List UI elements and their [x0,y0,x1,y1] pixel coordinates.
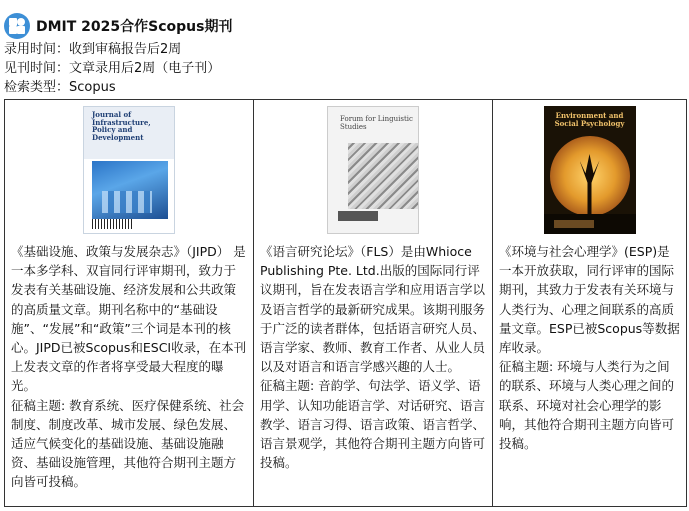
journal-cover-fls: Forum for Linguistic Studies [327,106,419,234]
page-title: DMIT 2025合作Scopus期刊 [36,19,233,35]
journal-description: 《基础设施、政策与发展杂志》（JIPD） 是一本多学科、双盲同行评审期刊，致力于发表有关基础设施、经济发展和公共政策的高质量文章。期刊名称中的“基础设施”、“发展”和“政策”三个词是本刊的核心。JIPD已被Scopus和ESCI收录，在本刊上发表文章的作者将享受最大程度的曝光。 [11,244,247,394]
page-header [4,12,232,40]
publication-time: 见刊时间：文章录用后2周（电子刊） [4,61,221,76]
journal-description: 《语言研究论坛》（FLS）是由Whioce Publishing Pte. Ltd.出版的国际同行评议期刊，旨在发表语言学和应用语言学以及语言哲学的最新研究成果。该期刊服务于广泛的读者群体，包括语言研究人员、语言学家、教师、教育工作者、从业人员以及对语言和语言学感兴趣的人士。 [260,244,486,375]
journal-topics: 征稿主题: 教育系统、医疗保健系统、社会制度、制度改革、城市发展、绿色发展、适应气候变化的基础设施、基础设施融资、基础设施管理，其他符合期刊主题方向皆可投稿。 [11,397,245,490]
grid-logo-icon [4,13,30,39]
journal-table [4,99,687,507]
journal-cell-fls [254,100,493,507]
journal-topics: 征稿主题: 音韵学、句法学、语义学、语用学、认知功能语言学、对话研究、语言教学、语言习得、语言政策、语言哲学、语言景观学，其他符合期刊主题方向皆可投稿。 [260,378,486,471]
journal-cover-jipd: Journal of Infrastructure, Policy and Development [83,106,175,234]
journal-cover-esp: Environment and Social Psychology [544,106,636,234]
index-type: 检索类型：Scopus [4,80,116,95]
journal-topics: 征稿主题: 环境与人类行为之间的联系、环境与人类心理之间的联系、环境对社会心理学的影响，其他符合期刊主题方向皆可投稿。 [499,359,675,452]
journal-description: 《环境与社会心理学》(ESP)是一本开放获取，同行评审的国际期刊，其致力于发表有关环境与人类行为、心理之间联系的高质量文章。ESP已被Scopus等数据库收录。 [499,244,680,356]
journal-cell-jipd [5,100,254,507]
journal-cell-esp [493,100,687,507]
acceptance-time: 录用时间：收到审稿报告后2周 [4,42,182,57]
